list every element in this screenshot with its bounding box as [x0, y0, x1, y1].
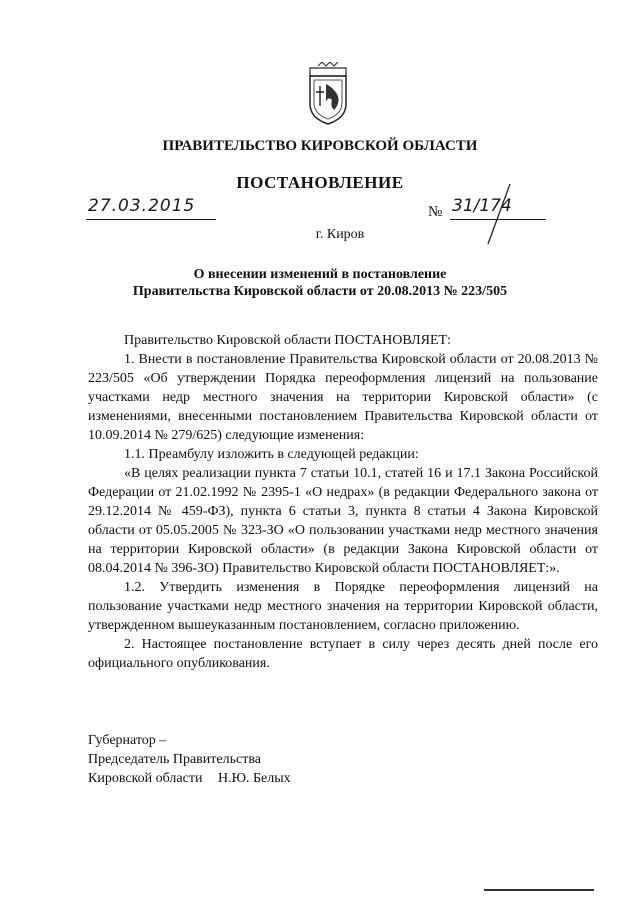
date-underline [86, 219, 216, 220]
subject-line-2: Правительства Кировской области от 20.08.2013 № 223/505 [132, 284, 508, 299]
subject-line-1: О внесении изменений в постановление [193, 267, 447, 282]
coat-of-arms-icon [304, 62, 352, 126]
body-paragraph: 1.2. Утвердить изменения в Порядке переоформления лицензий на пользование участками недр местного значения на территории Кировской области, утвержденном вышеуказанным постановлением, согласно приложению. [88, 580, 598, 633]
government-title: ПРАВИТЕЛЬСТВО КИРОВСКОЙ ОБЛАСТИ [162, 138, 478, 154]
document-number: 31/174 [452, 196, 512, 216]
body-paragraph: Правительство Кировской области ПОСТАНОВЛЯЕТ: [124, 333, 451, 348]
body-paragraph: 1.1. Преамбулу изложить в следующей редакции: [124, 447, 419, 462]
document-date: 27.03.2015 [88, 196, 196, 216]
signature-block [88, 731, 291, 788]
signature-line-3 [88, 769, 291, 788]
number-label: № [428, 204, 443, 220]
footer-divider [484, 889, 594, 891]
body-paragraph: «В целях реализации пункта 7 статьи 10.1, статей 16 и 17.1 Закона Российской Федерации от 21.02.1992 № 2395-1 «О недрах» (в редакции Федерального закона от 29.12.2014 № 459-ФЗ), пункта 6 статьи 3, пункта 8 статьи 4 Закона Кировской области от 05.05.2005 № 323-ЗО «О пользовании участками недр местного значения на территории Кировской области» (в редакции Закона Кировской области от 08.04.2014 № 396-ЗО) Правительство Кировской области ПОСТАНОВЛЯЕТ:». [88, 466, 598, 576]
signature-line-2: Председатель Правительства [88, 752, 261, 767]
document-subject [0, 266, 640, 300]
signature-line-1: Губернатор – [88, 733, 167, 748]
signatory-name: Н.Ю. Белых [217, 771, 291, 786]
body-paragraph: 1. Внести в постановление Правительства Кировской области от 20.08.2013 № 223/505 «Об утверждении Порядка переоформления лицензий на пользование участками недр местного значения на территории Кировской области» (с изменениями, внесенными постановлением Правительства Кировской области от 10.09.2014 № 279/625) следующие изменения: [88, 352, 598, 443]
body-paragraph: 2. Настоящее постановление вступает в силу через десять дней после его официального опубликования. [88, 637, 598, 671]
city: г. Киров [315, 227, 365, 242]
document-body [88, 331, 598, 673]
document-type: ПОСТАНОВЛЕНИЕ [236, 173, 404, 192]
signature-region: Кировской области [88, 771, 203, 786]
